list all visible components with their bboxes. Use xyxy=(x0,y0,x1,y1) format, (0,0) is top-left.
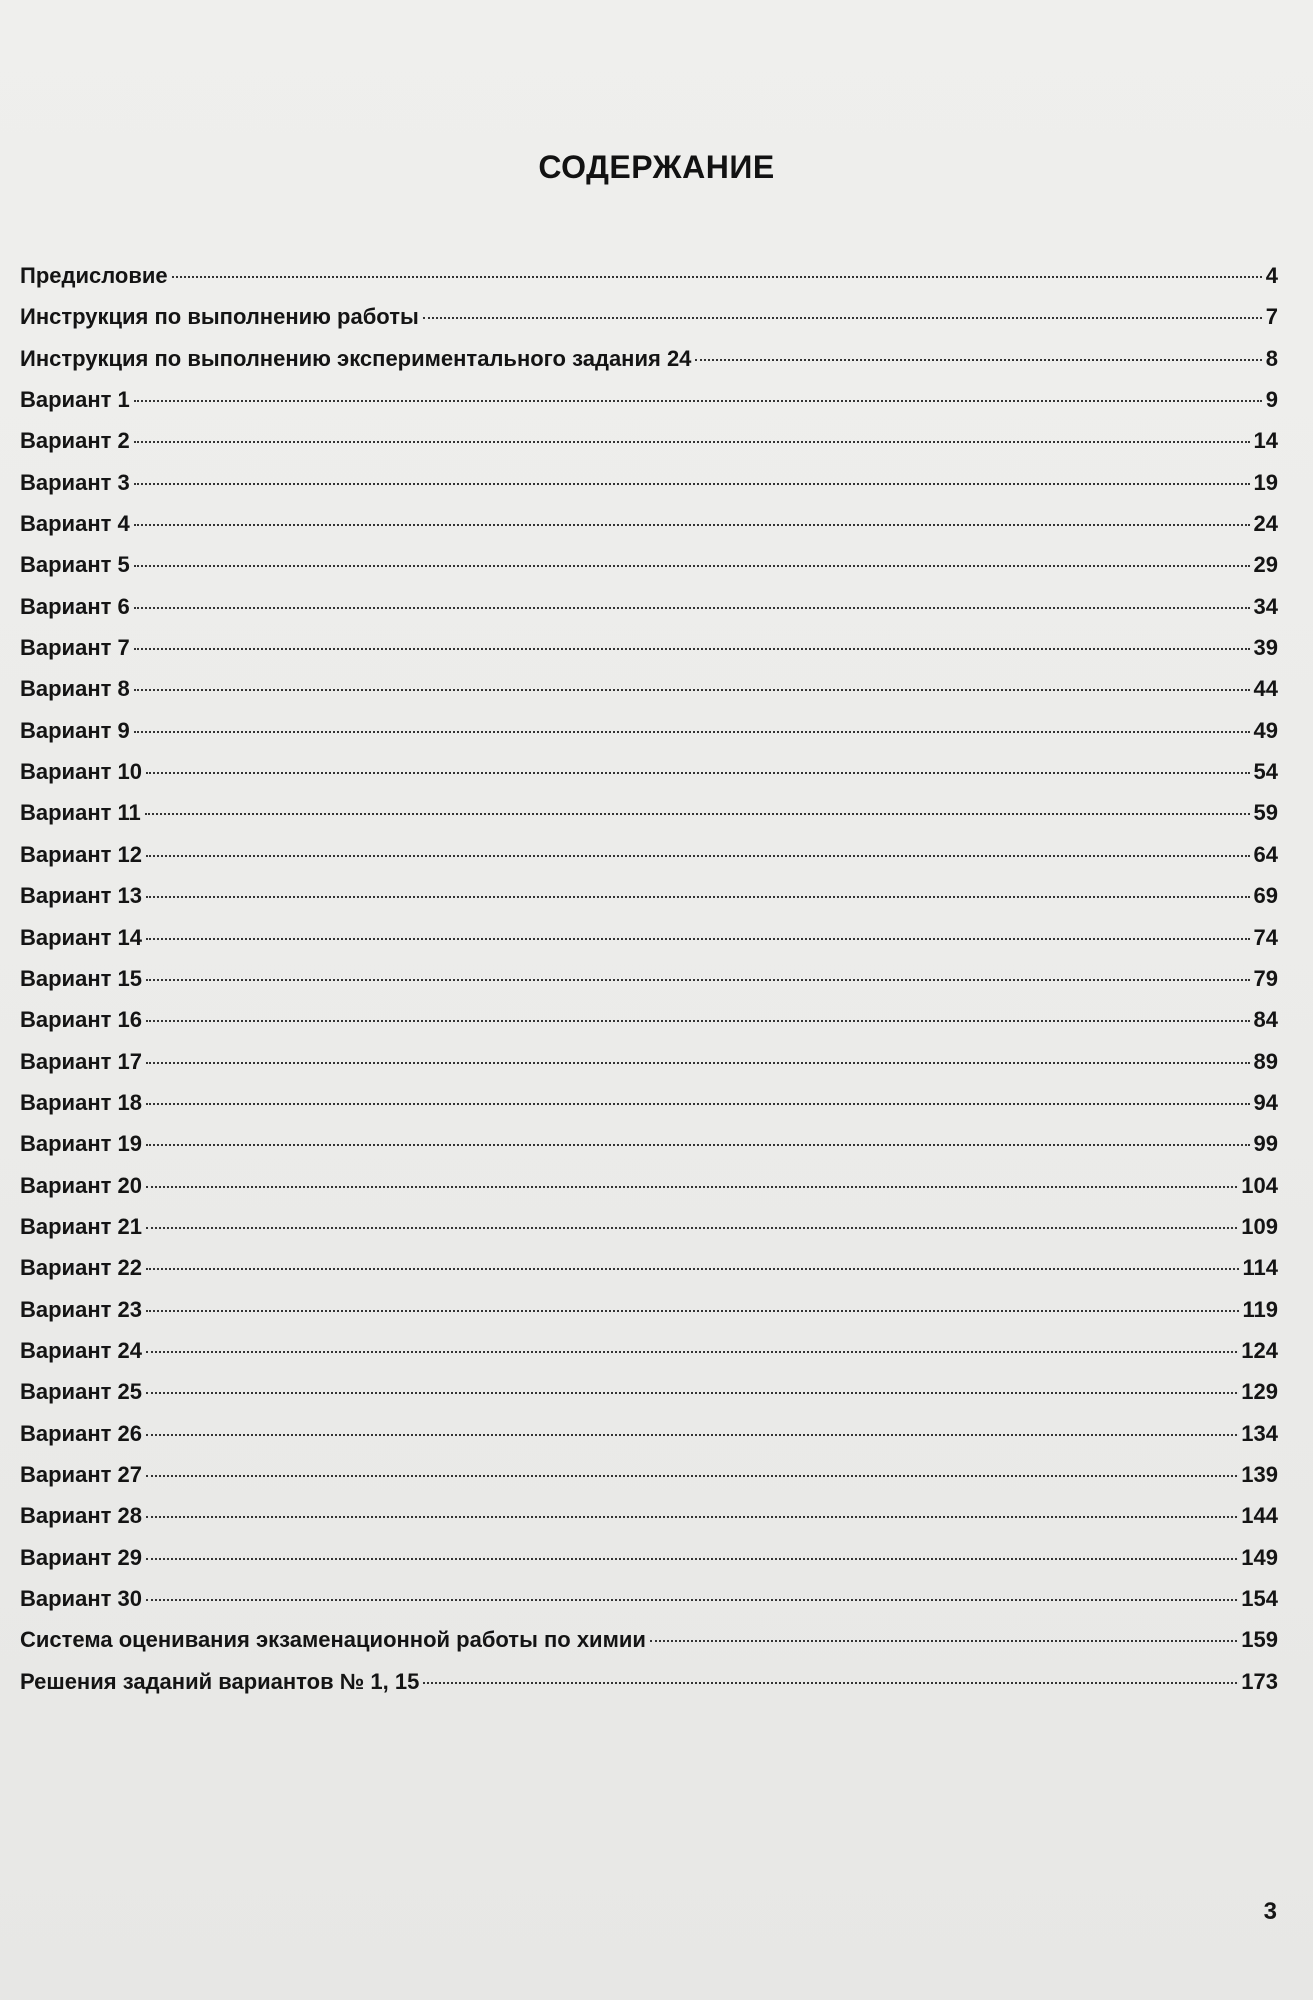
toc-entry-page: 49 xyxy=(1253,717,1278,743)
page-title: СОДЕРЖАНИЕ xyxy=(538,149,775,186)
toc-entry-page: 84 xyxy=(1253,1007,1278,1033)
toc-dot-leader xyxy=(146,896,1250,898)
toc-entry-page: 24 xyxy=(1253,511,1278,537)
toc-dot-leader xyxy=(146,1186,1237,1188)
toc-entry xyxy=(20,1049,1278,1090)
toc-entry-label: Вариант 2 xyxy=(20,428,130,454)
toc-entry-page: 29 xyxy=(1253,552,1278,578)
toc-entry-page: 64 xyxy=(1253,841,1278,867)
toc-entry-page: 114 xyxy=(1242,1255,1278,1281)
page-number: 3 xyxy=(1263,1898,1277,1925)
toc-dot-leader xyxy=(146,1310,1239,1312)
toc-dot-leader xyxy=(134,441,1250,443)
toc-entry-label: Вариант 10 xyxy=(20,759,142,785)
toc-entry-label: Вариант 4 xyxy=(20,511,130,537)
toc-entry xyxy=(20,1007,1278,1048)
toc-entry xyxy=(20,883,1278,924)
toc-entry-page: 9 xyxy=(1265,387,1278,413)
toc-dot-leader xyxy=(146,938,1250,940)
toc-entry xyxy=(20,552,1278,593)
toc-dot-leader xyxy=(146,1475,1237,1477)
toc-entry xyxy=(20,635,1278,676)
toc-entry-page: 139 xyxy=(1241,1461,1278,1487)
toc-dot-leader xyxy=(172,276,1262,278)
toc-dot-leader xyxy=(146,1558,1237,1560)
toc-dot-leader xyxy=(134,400,1262,402)
toc-entry xyxy=(20,1131,1278,1172)
toc-entry-page: 7 xyxy=(1265,304,1278,330)
toc-entry xyxy=(20,1462,1278,1503)
toc-entry-page: 34 xyxy=(1253,593,1278,619)
toc-entry-label: Вариант 14 xyxy=(20,924,142,950)
toc-entry-label: Вариант 7 xyxy=(20,635,130,661)
toc-entry-label: Вариант 21 xyxy=(20,1213,142,1239)
toc-dot-leader xyxy=(134,524,1250,526)
toc-entry-label: Вариант 25 xyxy=(20,1379,142,1405)
toc-entry-label: Вариант 1 xyxy=(20,387,130,413)
toc-entry-page: 149 xyxy=(1241,1544,1278,1570)
toc-entry xyxy=(20,1214,1278,1255)
toc-entry xyxy=(20,1090,1278,1131)
toc-dot-leader xyxy=(145,813,1250,815)
toc-entry xyxy=(20,1669,1278,1710)
toc-dot-leader xyxy=(134,483,1250,485)
toc-dot-leader xyxy=(134,648,1250,650)
toc-entry xyxy=(20,676,1278,717)
toc-entry-label: Вариант 5 xyxy=(20,552,130,578)
toc-entry xyxy=(20,1379,1278,1420)
toc-dot-leader xyxy=(146,1434,1237,1436)
toc-entry xyxy=(20,800,1278,841)
toc-dot-leader xyxy=(134,689,1250,691)
toc-entry-label: Вариант 8 xyxy=(20,676,130,702)
toc-entry-page: 129 xyxy=(1241,1379,1278,1405)
toc-entry xyxy=(20,1297,1278,1338)
toc-entry-page: 134 xyxy=(1241,1420,1278,1446)
toc-entry-page: 54 xyxy=(1253,759,1278,785)
toc-entry-label: Вариант 23 xyxy=(20,1296,142,1322)
toc-entry-page: 124 xyxy=(1241,1337,1278,1363)
toc-entry-label: Вариант 17 xyxy=(20,1048,142,1074)
toc-entry-page: 74 xyxy=(1253,924,1278,950)
table-of-contents xyxy=(20,263,1278,1710)
toc-entry-page: 69 xyxy=(1253,883,1278,909)
toc-entry xyxy=(20,1338,1278,1379)
toc-entry-label: Вариант 9 xyxy=(20,717,130,743)
toc-dot-leader xyxy=(146,1020,1250,1022)
toc-entry xyxy=(20,1545,1278,1586)
toc-entry-label: Предисловие xyxy=(20,263,168,288)
toc-entry-page: 109 xyxy=(1241,1213,1278,1239)
toc-entry xyxy=(20,842,1278,883)
toc-dot-leader xyxy=(146,1062,1250,1064)
toc-entry xyxy=(20,387,1278,428)
toc-dot-leader xyxy=(423,1682,1237,1684)
toc-entry xyxy=(20,304,1278,345)
toc-entry xyxy=(20,1586,1278,1627)
toc-entry-label: Вариант 20 xyxy=(20,1172,142,1198)
toc-dot-leader xyxy=(146,1144,1250,1146)
toc-entry-page: 104 xyxy=(1241,1172,1278,1198)
toc-entry xyxy=(20,511,1278,552)
toc-dot-leader xyxy=(146,1516,1237,1518)
toc-entry xyxy=(20,966,1278,1007)
toc-entry-label: Вариант 19 xyxy=(20,1131,142,1157)
toc-entry-label: Вариант 16 xyxy=(20,1007,142,1033)
toc-entry-label: Вариант 12 xyxy=(20,841,142,867)
toc-entry xyxy=(20,1627,1278,1668)
toc-dot-leader xyxy=(650,1640,1237,1642)
toc-entry-page: 44 xyxy=(1253,676,1278,702)
toc-dot-leader xyxy=(695,359,1261,361)
toc-entry xyxy=(20,428,1278,469)
toc-entry-label: Вариант 26 xyxy=(20,1420,142,1446)
toc-entry xyxy=(20,925,1278,966)
toc-entry-page: 19 xyxy=(1253,469,1278,495)
toc-dot-leader xyxy=(146,1268,1239,1270)
toc-entry xyxy=(20,1503,1278,1544)
toc-entry xyxy=(20,1421,1278,1462)
toc-entry-page: 144 xyxy=(1241,1503,1278,1529)
toc-entry xyxy=(20,759,1278,800)
toc-entry-page: 89 xyxy=(1253,1048,1278,1074)
toc-entry xyxy=(20,594,1278,635)
toc-entry-label: Система оценивания экзаменационной работы по химии xyxy=(20,1627,646,1653)
toc-entry-label: Инструкция по выполнению работы xyxy=(20,304,419,330)
toc-entry-page: 79 xyxy=(1253,965,1278,991)
toc-entry-label: Вариант 24 xyxy=(20,1337,142,1363)
toc-entry-label: Вариант 18 xyxy=(20,1089,142,1115)
toc-entry xyxy=(20,470,1278,511)
toc-dot-leader xyxy=(146,1103,1250,1105)
toc-entry-page: 4 xyxy=(1265,263,1278,288)
toc-entry xyxy=(20,718,1278,759)
toc-entry-page: 159 xyxy=(1241,1627,1278,1653)
toc-entry-label: Вариант 22 xyxy=(20,1255,142,1281)
toc-entry xyxy=(20,346,1278,387)
toc-entry-label: Вариант 27 xyxy=(20,1461,142,1487)
toc-entry-page: 154 xyxy=(1241,1586,1278,1611)
toc-dot-leader xyxy=(146,1227,1237,1229)
toc-dot-leader xyxy=(134,607,1250,609)
toc-entry-label: Вариант 13 xyxy=(20,883,142,909)
toc-entry-page: 94 xyxy=(1253,1089,1278,1115)
toc-dot-leader xyxy=(134,565,1250,567)
toc-entry-page: 119 xyxy=(1242,1296,1278,1322)
toc-entry-label: Вариант 11 xyxy=(20,800,141,826)
toc-entry-page: 59 xyxy=(1253,800,1278,826)
toc-entry-label: Вариант 28 xyxy=(20,1503,142,1529)
toc-entry xyxy=(20,1255,1278,1296)
toc-entry-page: 39 xyxy=(1253,635,1278,661)
toc-entry-page: 173 xyxy=(1241,1668,1278,1694)
toc-entry-page: 8 xyxy=(1265,345,1278,371)
toc-entry-label: Вариант 6 xyxy=(20,593,130,619)
toc-entry-label: Вариант 15 xyxy=(20,965,142,991)
toc-dot-leader xyxy=(423,317,1262,319)
toc-dot-leader xyxy=(146,772,1250,774)
toc-entry-label: Инструкция по выполнению экспериментального задания 24 xyxy=(20,345,692,371)
toc-dot-leader xyxy=(146,1599,1237,1601)
toc-entry-label: Вариант 29 xyxy=(20,1544,142,1570)
toc-dot-leader xyxy=(134,731,1250,733)
toc-entry xyxy=(20,263,1278,304)
toc-dot-leader xyxy=(146,1392,1237,1394)
toc-dot-leader xyxy=(146,855,1250,857)
toc-entry-page: 14 xyxy=(1253,428,1278,454)
toc-entry xyxy=(20,1173,1278,1214)
toc-entry-label: Вариант 3 xyxy=(20,469,130,495)
toc-dot-leader xyxy=(146,1351,1237,1353)
toc-dot-leader xyxy=(146,979,1250,981)
toc-entry-label: Решения заданий вариантов № 1, 15 xyxy=(20,1668,420,1694)
toc-entry-page: 99 xyxy=(1253,1131,1278,1157)
toc-entry-label: Вариант 30 xyxy=(20,1586,142,1611)
